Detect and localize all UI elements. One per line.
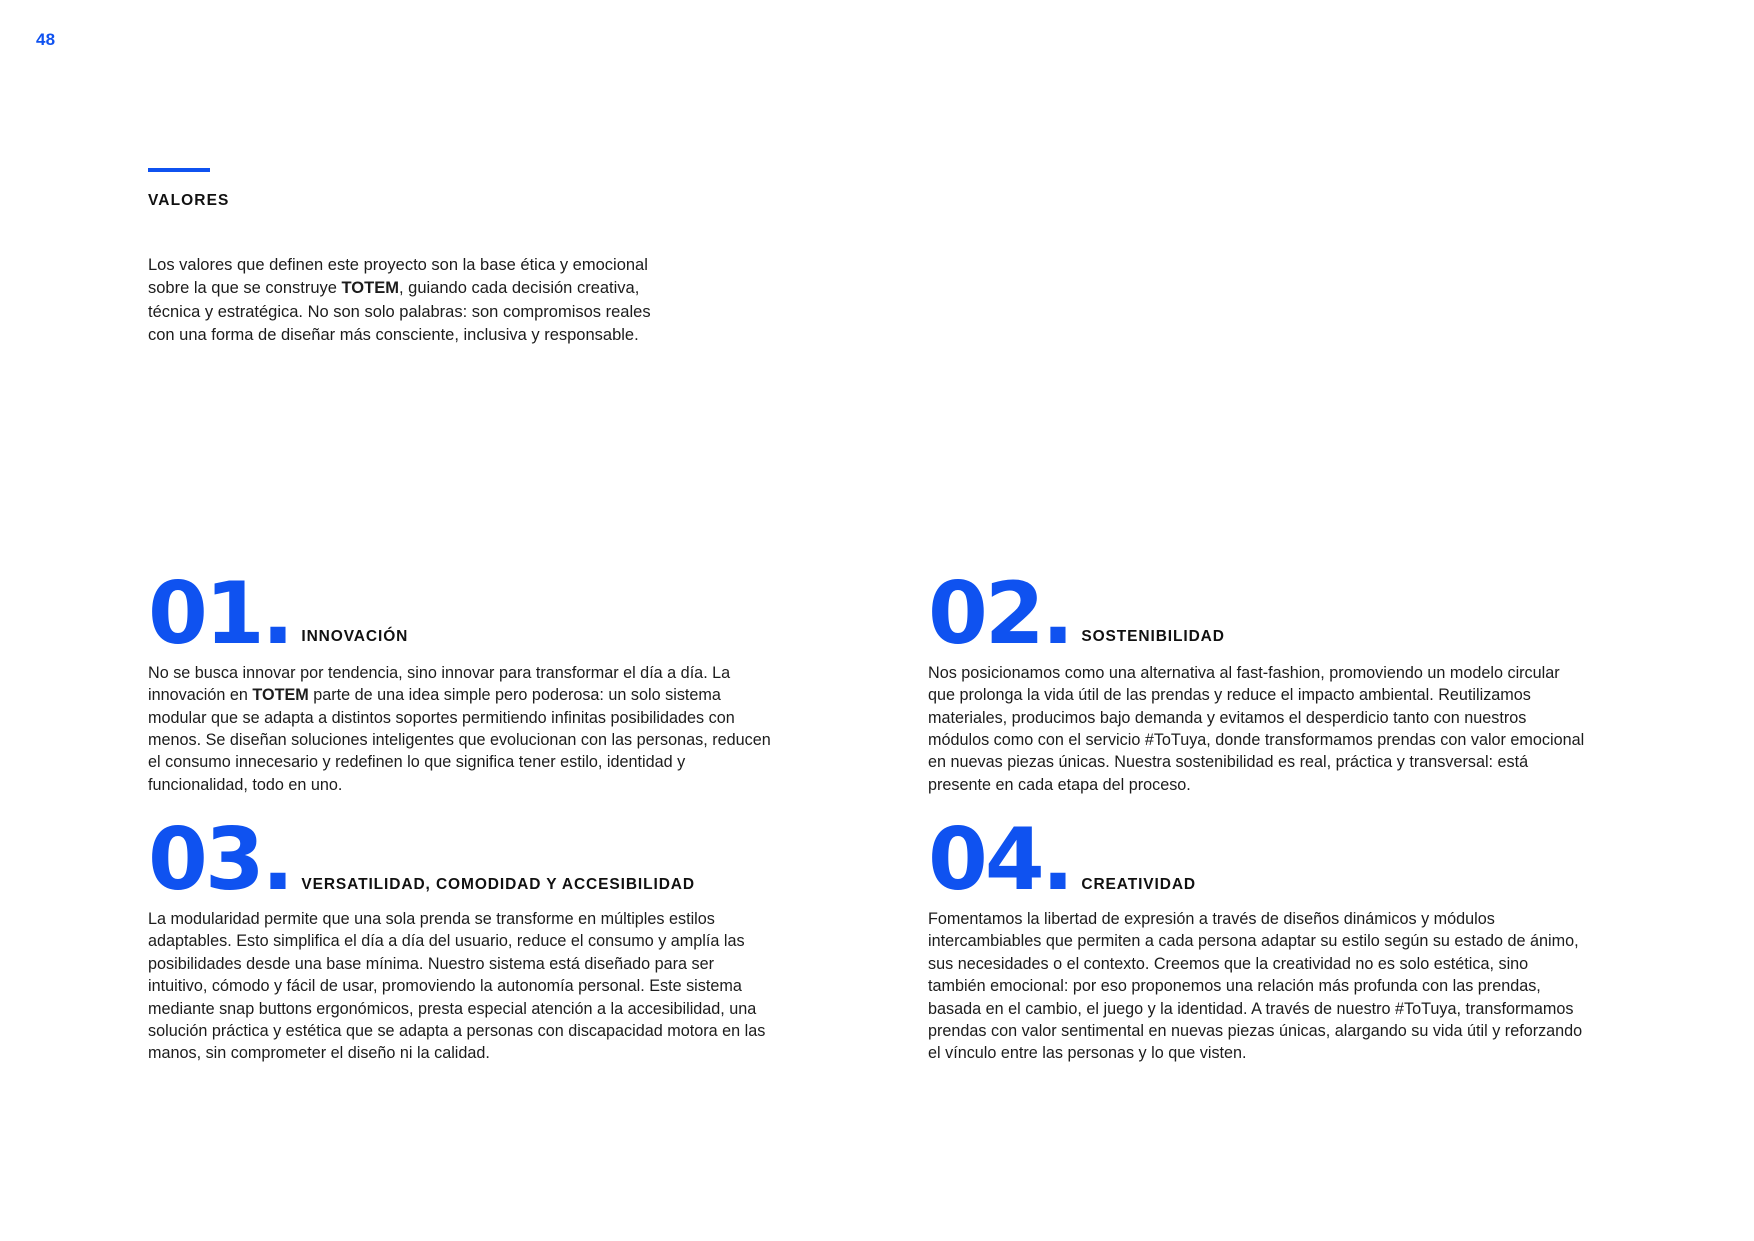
value-number: 01. xyxy=(148,564,292,664)
value-text-before: Fomentamos la libertad de expresión a través de diseños dinámicos y módulos intercambiables que permiten a cada persona adaptar su estilo según su estado de ánimo, sus necesidades o el contexto. Creemos que la creatividad no es solo estética, sino también emocional: por eso proponemos una relación más profunda con las prendas, basada en el cambio, el juego y la identidad. A través de nuestro #ToTuya, transformamos prendas con valor sentimental en nuevas piezas únicas, alargando su vida útil y reforzando el vínculo entre las personas y lo que visten. xyxy=(928,910,1583,1063)
section-rule xyxy=(148,168,210,172)
intro-section xyxy=(148,168,688,348)
value-text-after: parte de una idea simple pero poderosa: un solo sistema modular que se adapta a distintos soportes permitiendo infinitas posibilidades con menos. Se diseñan soluciones inteligentes que evolucionan con las personas, reducen el consumo innecesario y redefinen lo que significa tener estilo, identidad y funcionalidad, todo en uno. xyxy=(148,686,771,794)
value-item-versatilidad xyxy=(148,810,828,1064)
value-item-creatividad xyxy=(928,810,1608,1064)
value-item-sostenibilidad xyxy=(928,564,1608,796)
value-label: CREATIVIDAD xyxy=(1081,876,1197,894)
value-item-innovacion xyxy=(148,564,828,796)
value-paragraph xyxy=(928,908,1588,1065)
intro-paragraph xyxy=(148,254,668,348)
value-text-before: La modularidad permite que una sola prenda se transforme en múltiples estilos adaptables. Esto simplifica el día a día del usuario, reduce el consumo y amplía las posibilidades desde una base mínima. Nuestro sistema está diseñado para ser intuitivo, cómodo y fácil de usar, promoviendo la autonomía personal. Este sistema mediante snap buttons ergonómicos, presta especial atención a la accesibilidad, una solución práctica y estética que se adapta a personas con discapacidad motora en las manos, sin comprometer el diseño ni la calidad. xyxy=(148,910,766,1063)
value-text-before: No se busca innovar por tendencia, sino innovar para transformar el día a día. La innovación en xyxy=(148,663,731,705)
value-brand-name: TOTEM xyxy=(252,686,309,705)
value-label: INNOVACIÓN xyxy=(301,627,409,645)
value-paragraph xyxy=(928,662,1588,796)
value-label: SOSTENIBILIDAD xyxy=(1081,627,1225,645)
value-number: 02. xyxy=(928,564,1072,664)
value-paragraph xyxy=(148,908,773,1065)
intro-brand-name: TOTEM xyxy=(341,279,399,298)
value-text-before: Nos posicionamos como una alternativa al fast-fashion, promoviendo un modelo circular que prolonga la vida útil de las prendas y reduce el impacto ambiental. Reutilizamos materiales, producimos bajo demanda y evitamos el desperdicio tanto con nuestros módulos como con el servicio #ToTuya, donde transformamos prendas con valor emocional en nuevas piezas únicas. Nuestra sostenibilidad es real, práctica y transversal: está presente en cada etapa del proceso. xyxy=(928,663,1585,794)
page-number: 48 xyxy=(36,30,56,49)
value-label: VERSATILIDAD, COMODIDAD Y ACCESIBILIDAD xyxy=(301,876,695,894)
value-head xyxy=(928,564,1608,664)
value-number: 03. xyxy=(148,810,292,911)
intro-text-after: , guiando cada decisión creativa, técnica y estratégica. No son solo palabras: son compromisos reales con una forma de diseñar más consciente, inclusiva y responsable. xyxy=(148,279,651,345)
value-head xyxy=(928,810,1608,911)
values-grid xyxy=(148,564,1608,1065)
intro-text-before: Los valores que definen este proyecto son la base ética y emocional sobre la que se construye xyxy=(148,256,648,298)
value-number: 04. xyxy=(928,810,1072,911)
value-head xyxy=(148,810,828,911)
value-head xyxy=(148,564,828,664)
section-title: VALORES xyxy=(148,192,230,209)
value-paragraph xyxy=(148,662,773,796)
